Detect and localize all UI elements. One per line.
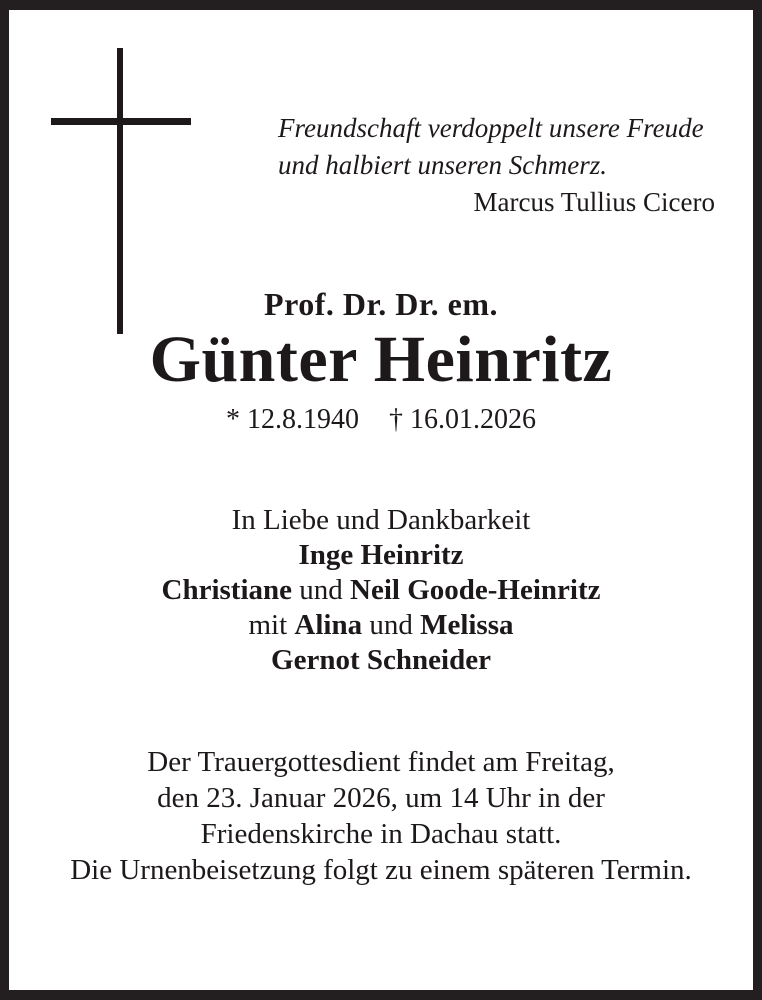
mourner-child-2: Neil Goode-Heinritz bbox=[350, 574, 601, 606]
grandchildren-connector: und bbox=[362, 609, 421, 641]
academic-title: Prof. Dr. Dr. em. bbox=[264, 286, 498, 322]
deceased-block bbox=[0, 286, 762, 436]
service-line-1: Der Trauergottesdient findet am Freitag, bbox=[147, 746, 615, 778]
mourner-wife: Inge Heinritz bbox=[298, 539, 464, 571]
mourners-children-line bbox=[0, 573, 762, 608]
mourners-grandchildren-line bbox=[0, 608, 762, 643]
mourner-grandchild-2: Melissa bbox=[420, 609, 514, 641]
mourner-additional: Gernot Schneider bbox=[271, 644, 491, 676]
service-info-block bbox=[0, 744, 762, 888]
service-line-4: Die Urnenbeisetzung folgt zu einem späteren Termin. bbox=[70, 854, 692, 886]
life-dates bbox=[0, 404, 762, 436]
mourner-grandchild-1: Alina bbox=[294, 609, 363, 641]
service-line-3: Friedenskirche in Dachau statt. bbox=[200, 818, 562, 850]
quote-attribution: Marcus Tullius Cicero bbox=[473, 187, 715, 217]
quote-line-1: Freundschaft verdoppelt unsere Freude bbox=[278, 113, 704, 143]
cross-icon-horizontal-bar bbox=[51, 118, 191, 125]
mourners-block bbox=[0, 503, 762, 678]
quote-block bbox=[278, 110, 715, 221]
birth-date: * 12.8.1940 bbox=[226, 404, 359, 435]
deceased-name: Günter Heinritz bbox=[149, 323, 613, 396]
children-connector: und bbox=[292, 574, 351, 606]
quote-line-2: und halbiert unseren Schmerz. bbox=[278, 150, 607, 180]
mourners-intro: In Liebe und Dankbarkeit bbox=[231, 504, 531, 536]
mourner-child-1: Christiane bbox=[161, 574, 293, 606]
death-date: † 16.01.2026 bbox=[389, 404, 536, 435]
service-line-2: den 23. Januar 2026, um 14 Uhr in der bbox=[157, 782, 605, 814]
grandchildren-prefix: mit bbox=[248, 609, 295, 641]
